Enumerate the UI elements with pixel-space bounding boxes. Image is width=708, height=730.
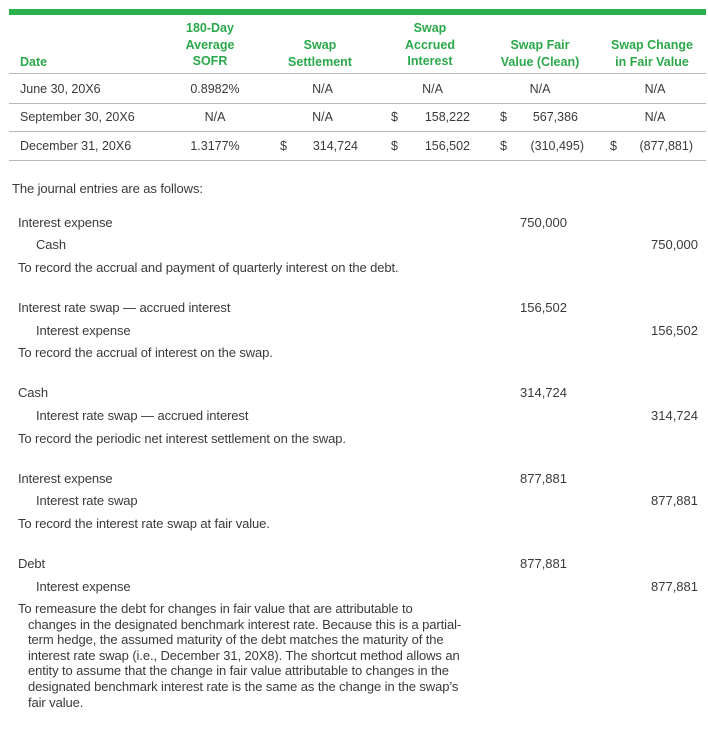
row-sofr: N/A xyxy=(204,110,226,124)
header-change: Swap Change in Fair Value xyxy=(611,38,693,69)
debit-account: Debt xyxy=(18,556,46,571)
row-change: N/A xyxy=(644,110,666,124)
entry-memo: To record the accrual of interest on the swap. xyxy=(18,345,273,360)
row-settlement: N/A xyxy=(312,82,333,96)
header-date: Date xyxy=(20,55,48,69)
header-accrued: Swap Accrued Interest xyxy=(404,21,456,68)
row-divider xyxy=(9,131,706,132)
debit-account: Interest rate swap — accrued interest xyxy=(18,300,231,315)
header-sofr: 180-Day Average SOFR xyxy=(185,21,235,68)
header-fair-value: Swap Fair Value (Clean) xyxy=(500,38,580,69)
row-sofr: 1.3177% xyxy=(190,139,240,153)
credit-account: Interest expense xyxy=(36,579,131,594)
row-accrued: 156,502 xyxy=(424,139,470,153)
row-sofr: 0.8982% xyxy=(190,82,240,96)
row-date: September 30, 20X6 xyxy=(20,110,135,124)
credit-account: Interest rate swap — accrued interest xyxy=(36,408,249,423)
entry-memo: To record the accrual and payment of quarterly interest on the debt. xyxy=(18,260,399,275)
debit-account: Cash xyxy=(18,385,48,400)
debit-amount: 877,881 xyxy=(520,471,567,486)
credit-amount: 877,881 xyxy=(651,493,698,508)
header-divider xyxy=(9,73,706,74)
credit-amount: 156,502 xyxy=(651,323,698,338)
entry-memo: To record the periodic net interest settlement on the swap. xyxy=(18,431,346,446)
row-fv-dollar: $ xyxy=(500,110,507,124)
entry-memo: To record the interest rate swap at fair value. xyxy=(18,516,270,531)
row-divider xyxy=(9,160,706,161)
row-divider xyxy=(9,103,706,104)
debit-amount: 156,502 xyxy=(520,300,567,315)
row-fair-value: N/A xyxy=(529,82,551,96)
credit-account: Cash xyxy=(36,237,66,252)
debit-amount: 314,724 xyxy=(520,385,567,400)
debit-account: Interest expense xyxy=(18,215,113,230)
row-fv-dollar: $ xyxy=(500,139,507,153)
row-fair-value: (310,495) xyxy=(530,139,584,153)
row-settlement: 314,724 xyxy=(312,139,358,153)
debit-amount: 877,881 xyxy=(520,556,567,571)
row-fair-value: 567,386 xyxy=(532,110,578,124)
credit-account: Interest expense xyxy=(36,323,131,338)
entry-memo: To remeasure the debt for changes in fair value that are attributable to changes in the designated benchmark interest rate. Because this is a partial-term hedge, the assumed maturity of the debt matches the maturity of the interest rate swap (i.e., December 31, 20X8). The shortcut method allows an entity to assume that the change in fair value attributable to changes in the designated benchmark interest rate is the same as the change in the swap’s fair value. xyxy=(18,601,462,710)
row-accrued-dollar: $ xyxy=(391,139,398,153)
row-accrued-dollar: $ xyxy=(391,110,398,124)
row-change: N/A xyxy=(644,82,666,96)
row-change: (877,881) xyxy=(639,139,693,153)
row-settlement: N/A xyxy=(312,110,333,124)
journal-intro: The journal entries are as follows: xyxy=(12,181,203,196)
row-settlement-dollar: $ xyxy=(280,139,287,153)
row-accrued: N/A xyxy=(422,82,443,96)
header-settlement: Swap Settlement xyxy=(288,38,352,69)
top-accent-bar xyxy=(9,9,706,15)
row-date: December 31, 20X6 xyxy=(20,139,132,153)
debit-amount: 750,000 xyxy=(520,215,567,230)
row-date: June 30, 20X6 xyxy=(20,82,101,96)
credit-amount: 750,000 xyxy=(651,237,698,252)
row-change-dollar: $ xyxy=(610,139,617,153)
row-accrued: 158,222 xyxy=(424,110,470,124)
credit-amount: 877,881 xyxy=(651,579,698,594)
credit-amount: 314,724 xyxy=(651,408,698,423)
credit-account: Interest rate swap xyxy=(36,493,138,508)
debit-account: Interest expense xyxy=(18,471,113,486)
